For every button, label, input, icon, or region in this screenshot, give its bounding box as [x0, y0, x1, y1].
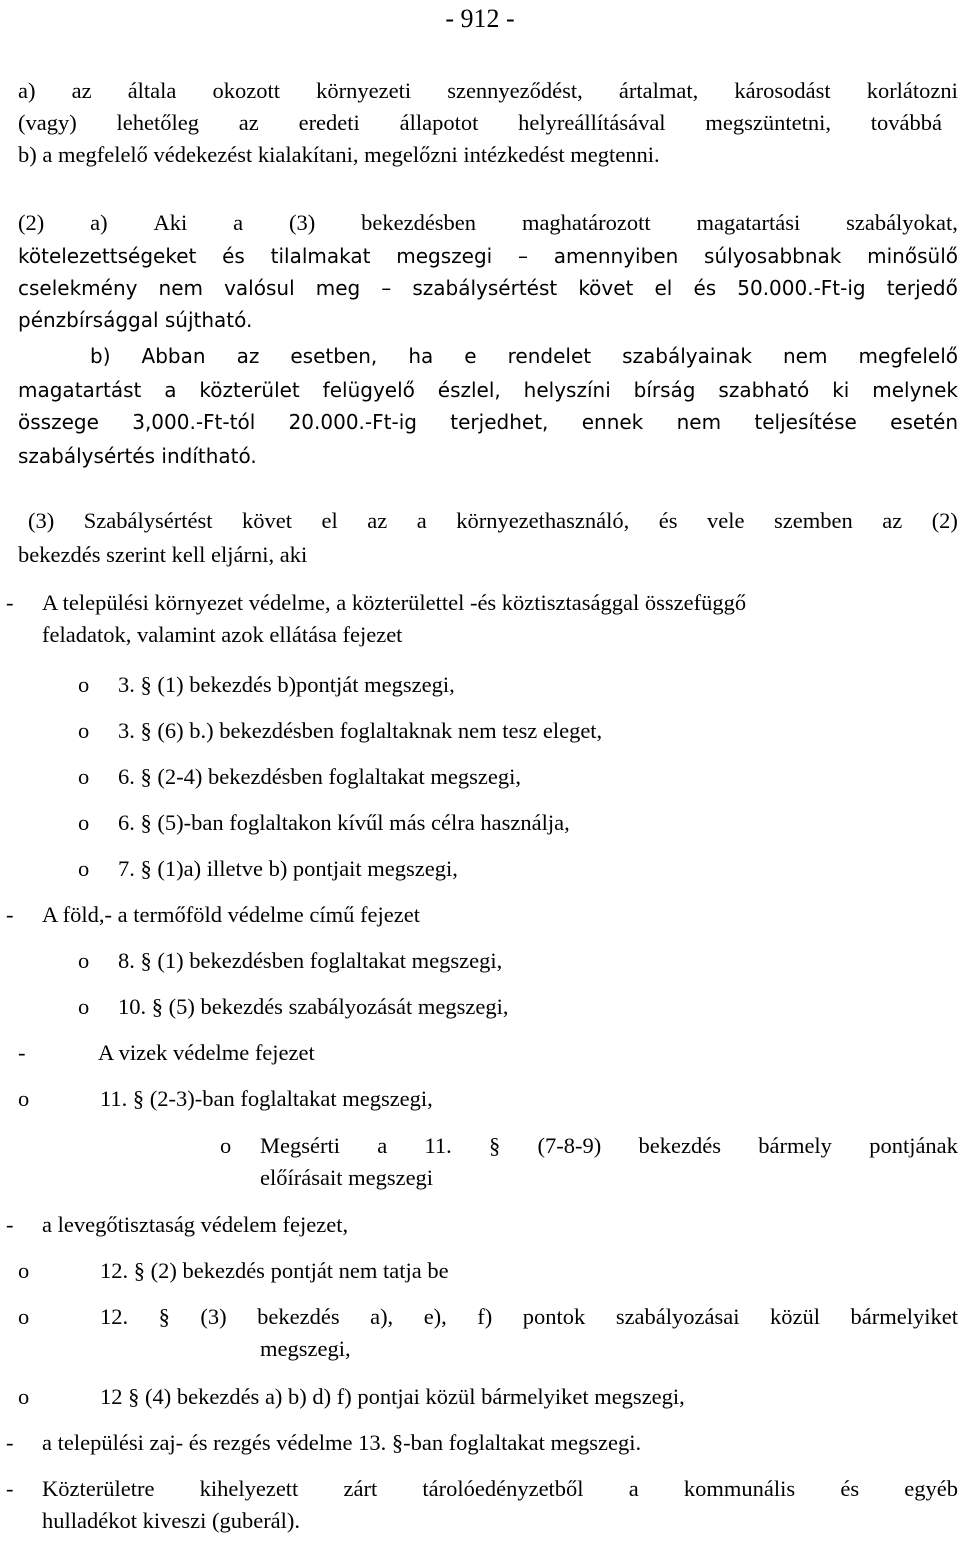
bullet-marker: o [78, 856, 90, 881]
word: minősülő [867, 244, 958, 268]
word: zárt [343, 1476, 378, 1501]
word: környezethasználó, [456, 508, 630, 533]
word: állapotot [399, 110, 479, 135]
para2-line [90, 346, 958, 366]
dash-marker: - [6, 1476, 14, 1501]
list-item: 10. § (5) bekezdés szabályozását megszegi, [118, 994, 509, 1019]
word: § [489, 1133, 501, 1158]
word: 20.000.-Ft-ig [288, 410, 417, 434]
intro-line [18, 80, 958, 103]
list-item: 12. § (2) bekezdés pontját nem tatja be [100, 1258, 449, 1283]
word: megszegi [396, 244, 493, 268]
word: a) [90, 210, 108, 235]
para2-line [18, 380, 958, 400]
word: tilalmakat [270, 244, 371, 268]
bullet-marker: o [18, 1384, 30, 1409]
word: meg [315, 276, 361, 300]
para3-line: bekezdés szerint kell eljárni, aki [18, 542, 308, 567]
word: követ [241, 508, 292, 533]
list-item: 3. § (1) bekezdés b)pontját megszegi, [118, 672, 455, 697]
word: – [381, 276, 392, 300]
bullet-marker: o [78, 672, 90, 697]
word: lehetőleg [116, 110, 199, 135]
list-item: megszegi, [260, 1336, 351, 1361]
word: melynek [872, 378, 958, 402]
word: bekezdés [638, 1133, 721, 1158]
word: az [236, 344, 260, 368]
word: a [164, 378, 177, 402]
word: az [238, 110, 259, 135]
word: szabálysértést [412, 276, 558, 300]
word: ennek [581, 410, 644, 434]
page-number: - 912 - [445, 4, 515, 33]
section-title: feladatok, valamint azok ellátása fejezet [42, 622, 403, 647]
word: el [321, 508, 338, 533]
word: nem [676, 410, 722, 434]
list-item: 8. § (1) bekezdésben foglaltakat megszegi, [118, 948, 503, 973]
word: az [367, 508, 388, 533]
word: szabályokat, [846, 210, 958, 235]
word: a [628, 1476, 639, 1501]
word: szabályainak [622, 344, 752, 368]
word: el [654, 276, 673, 300]
word: esetben, [290, 344, 378, 368]
list-item: 12 § (4) bekezdés a) b) d) f) pontjai közül bármelyiket megszegi, [100, 1384, 685, 1409]
word: a [377, 1133, 388, 1158]
list-item: 7. § (1)a) illetve b) pontjait megszegi, [118, 856, 458, 881]
word: (2) [18, 210, 45, 235]
word: a) [18, 78, 36, 103]
word: bármely [758, 1133, 832, 1158]
dash-marker: - [6, 1212, 14, 1237]
word: és [840, 1476, 860, 1501]
bullet-marker: o [18, 1258, 30, 1283]
list-item: 6. § (5)-ban foglaltakon kívűl más célra használja, [118, 810, 570, 835]
word: (7-8-9) [537, 1133, 602, 1158]
dash-marker: - [6, 902, 14, 927]
word: rendelet [507, 344, 592, 368]
word: szabályozásai [615, 1304, 740, 1329]
word: maghatározott [521, 210, 651, 235]
list-item [260, 1135, 958, 1158]
word: bekezdésben [361, 210, 477, 235]
section-title: A vizek védelme fejezet [98, 1040, 315, 1065]
word: 50.000.-Ft-ig [737, 276, 866, 300]
section-title: a levegőtisztaság védelem fejezet, [42, 1212, 349, 1237]
bullet-marker: o [18, 1086, 30, 1111]
word: környezeti [316, 78, 412, 103]
word: Megsérti [260, 1133, 340, 1158]
word: megfelelő [858, 344, 958, 368]
word: bármelyiket [850, 1304, 958, 1329]
word: bírság [633, 378, 696, 402]
word: korlátozni [866, 78, 958, 103]
word: terjedő [886, 276, 958, 300]
word: egyéb [904, 1476, 958, 1501]
word: esetén [890, 410, 958, 434]
word: károsodást [734, 78, 831, 103]
word: 3,000.-Ft-tól [132, 410, 256, 434]
word: ki [832, 378, 850, 402]
para2-line: pénzbírsággal sújtható. [18, 308, 253, 332]
word: és [658, 508, 678, 533]
word: valósul [224, 276, 295, 300]
word: és [222, 244, 245, 268]
bullet-marker: o [78, 764, 90, 789]
word: szemben [773, 508, 853, 533]
bullet-marker: o [220, 1133, 232, 1158]
intro-line [18, 112, 942, 135]
word: f) [477, 1304, 493, 1329]
word: szennyeződést, [447, 78, 583, 103]
word: nem [783, 344, 828, 368]
word: megszüntetni, [705, 110, 831, 135]
word: Abban [141, 344, 206, 368]
bullet-marker: o [18, 1304, 30, 1329]
word: cselekmény [18, 276, 138, 300]
section-title: A települési környezet védelme, a közterülettel -és köztisztasággal összefüggő [42, 590, 747, 615]
dash-marker: - [6, 1430, 14, 1455]
word: követ [578, 276, 634, 300]
word: 12. [100, 1304, 129, 1329]
word: eredeti [298, 110, 360, 135]
para3-line [28, 510, 958, 533]
word: helyszíni [523, 378, 611, 402]
word: ha [408, 344, 434, 368]
word: kötelezettségeket [18, 244, 197, 268]
para2-line [18, 246, 958, 266]
word: helyreállításával [518, 110, 666, 135]
section-title: a települési zaj- és rezgés védelme 13. §-ban foglaltakat megszegi. [42, 1430, 642, 1455]
word: Közterületre [42, 1476, 155, 1501]
word: Szabálysértést [83, 508, 213, 533]
para2-line [18, 278, 958, 298]
word: b) [90, 344, 111, 368]
list-item: 6. § (2-4) bekezdésben foglaltakat megszegi, [118, 764, 521, 789]
bullet-marker: o [78, 994, 90, 1019]
word: bekezdés [257, 1304, 340, 1329]
word: az [71, 78, 92, 103]
intro-line: b) a megfelelő védekezést kialakítani, megelőzni intézkedést megtenni. [18, 142, 660, 167]
word: (2) [931, 508, 958, 533]
word: (3) [200, 1304, 227, 1329]
word: (vagy) [18, 110, 77, 135]
section-title: hulladékot kiveszi (guberál). [42, 1508, 301, 1533]
word: teljesítése [754, 410, 857, 434]
word: e), [423, 1304, 447, 1329]
word: a), [370, 1304, 394, 1329]
word: felügyelő [322, 378, 415, 402]
word: észlel, [437, 378, 501, 402]
section-title: A föld,- a termőföld védelme című fejezet [42, 902, 420, 927]
word: amennyiben [553, 244, 679, 268]
word: továbbá [870, 110, 942, 135]
word: a [416, 508, 427, 533]
word: Aki [153, 210, 188, 235]
para2-line [18, 212, 958, 235]
word: kihelyezett [199, 1476, 299, 1501]
word: ártalmat, [618, 78, 699, 103]
word: (3) [28, 508, 55, 533]
word: magatartási [696, 210, 801, 235]
word: – [518, 244, 529, 268]
section-title [42, 1478, 958, 1501]
word: összege [18, 410, 99, 434]
word: közül [770, 1304, 820, 1329]
word: vele [707, 508, 745, 533]
bullet-marker: o [78, 810, 90, 835]
word: § [158, 1304, 170, 1329]
word: okozott [212, 78, 281, 103]
para2-line: szabálysértés indítható. [18, 444, 257, 468]
list-item [100, 1306, 958, 1329]
word: és [693, 276, 717, 300]
word: terjedhet, [450, 410, 549, 434]
word: kommunális [683, 1476, 796, 1501]
bullet-marker: o [78, 948, 90, 973]
word: pontok [522, 1304, 586, 1329]
dash-marker: - [6, 590, 14, 615]
list-item: előírásait megszegi [260, 1165, 434, 1190]
word: e [464, 344, 477, 368]
word: (3) [288, 210, 316, 235]
word: súlyosabbnak [704, 244, 842, 268]
word: a [233, 210, 244, 235]
word: magatartást [18, 378, 142, 402]
word: szabható [718, 378, 810, 402]
dash-marker: - [18, 1040, 26, 1065]
bullet-marker: o [78, 718, 90, 743]
word: közterület [199, 378, 300, 402]
word: pontjának [869, 1133, 958, 1158]
word: az [882, 508, 903, 533]
list-item: 11. § (2-3)-ban foglaltakat megszegi, [100, 1086, 433, 1111]
word: általa [127, 78, 177, 103]
para2-line [18, 412, 958, 432]
list-item: 3. § (6) b.) bekezdésben foglaltaknak nem tesz eleget, [118, 718, 603, 743]
word: tárolóedényzetből [422, 1476, 584, 1501]
word: nem [158, 276, 204, 300]
word: 11. [424, 1133, 452, 1158]
